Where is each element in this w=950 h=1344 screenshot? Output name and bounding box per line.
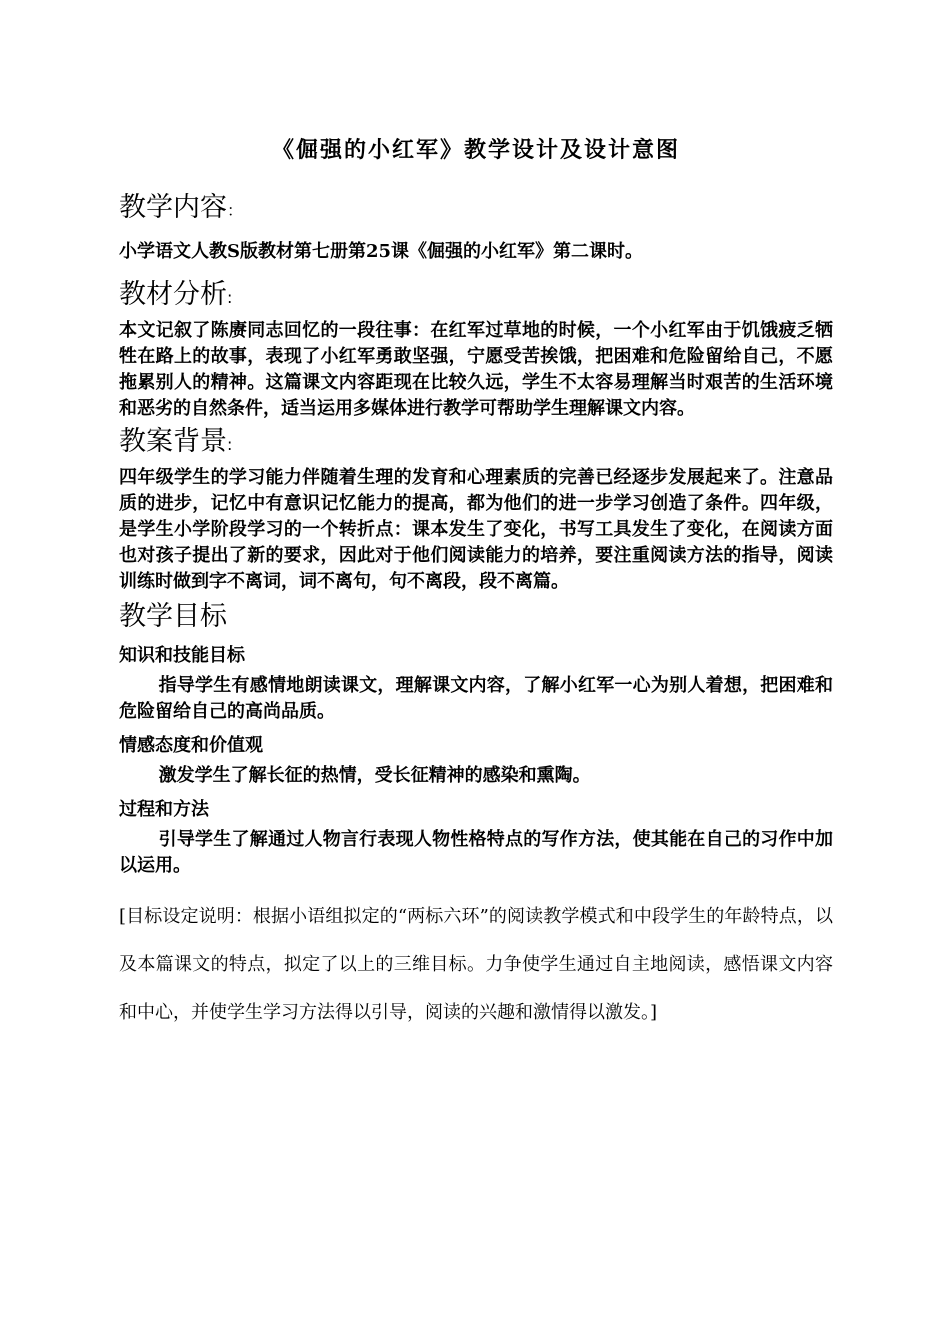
section-heading-text: 教学内容 (119, 192, 227, 223)
section-heading-text: 教材分析 (119, 279, 227, 310)
section-heading-background (119, 422, 833, 465)
goal-body-knowledge: 指导学生有感情地朗读课文，理解课文内容，了解小红军一心为别人着想，把困难和危险留给自己的高尚品质。 (119, 675, 833, 722)
section-body-content: 小学语文人教S版教材第七册第25课《倔强的小红军》第二课时。 (119, 241, 644, 262)
section-heading-content (119, 188, 833, 231)
goal-heading-process: 过程和方法 (119, 799, 209, 820)
section-heading-goals: 教学目标 (119, 601, 227, 632)
goal-body-process: 引导学生了解通过人物言行表现人物性格特点的写作方法，使其能在自己的习作中加以运用。 (119, 829, 833, 876)
document-body (119, 128, 833, 1037)
section-body-background: 四年级学生的学习能力伴随着生理的发育和心理素质的完善已经逐步发展起来了。注意品质的进步，记忆中有意识记忆能力的提高，都为他们的进一步学习创造了条件。四年级，是学生小学阶段学习的一个转折点：课本发生了变化，书写工具发生了变化，在阅读方面也对孩子提出了新的要求，因此对于他们阅读能力的培养，要注重阅读方法的指导，阅读训练时做到字不离词，词不离句，句不离段，段不离篇。 (119, 467, 833, 592)
heading-colon: : (227, 288, 233, 307)
goal-body-emotion: 激发学生了解长征的热情，受长征精神的感染和熏陶。 (158, 765, 591, 786)
heading-colon: : (227, 435, 233, 454)
document-title: 《倔强的小红军》教学设计及设计意图 (271, 137, 680, 163)
goal-setting-note: [目标设定说明：根据小语组拟定的“两标六环”的阅读教学模式和中段学生的年龄特点，以及本篇课文的特点，拟定了以上的三维目标。力争使学生通过自主地阅读，感悟课文内容和中心，并使学生学习方法得以引导，阅读的兴趣和激情得以激发。] (119, 906, 833, 1023)
section-body-analysis: 本文记叙了陈赓同志回忆的一段往事：在红军过草地的时候，一个小红军由于饥饿疲乏牺牲在路上的故事，表现了小红军勇敢坚强，宁愿受苦挨饿，把困难和危险留给自己，不愿拖累别人的精神。这篇课文内容距现在比较久远，学生不太容易理解当时艰苦的生活环境和恶劣的自然条件，适当运用多媒体进行教学可帮助学生理解课文内容。 (119, 320, 833, 419)
goal-heading-knowledge: 知识和技能目标 (119, 645, 245, 666)
heading-colon: ： (227, 201, 244, 220)
goal-heading-emotion: 情感态度和价值观 (119, 735, 263, 756)
section-heading-analysis (119, 275, 833, 318)
section-heading-text: 教案背景 (119, 426, 227, 457)
